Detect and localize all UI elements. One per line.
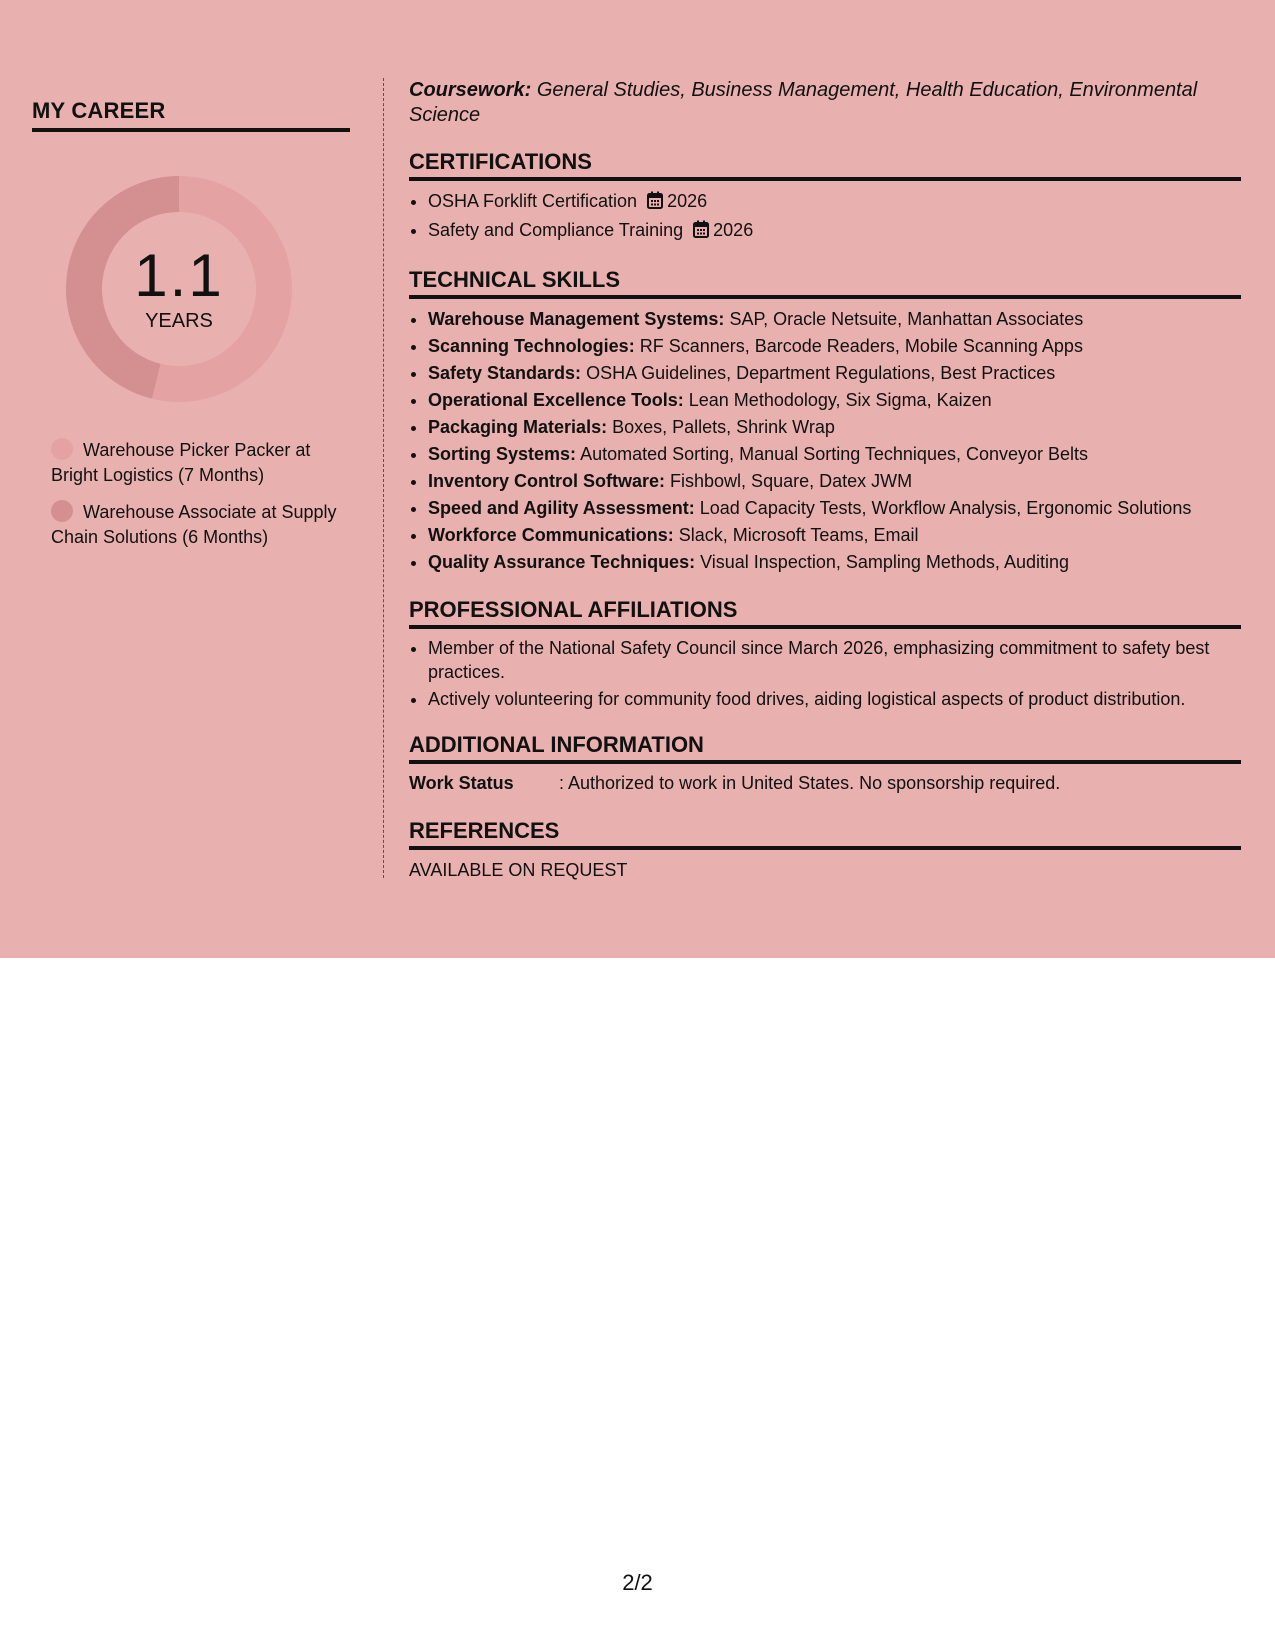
legend-label: Warehouse Picker Packer at Bright Logistics (7 Months): [51, 440, 311, 485]
career-title: MY CAREER: [32, 98, 350, 132]
skill-item: [428, 522, 1241, 549]
skill-item: [428, 333, 1241, 360]
certification-name: Safety and Compliance Training: [428, 220, 684, 240]
skill-item: [428, 306, 1241, 333]
legend-dot: [51, 500, 73, 522]
skills-title: TECHNICAL SKILLS: [409, 267, 1241, 299]
career-sidebar: [32, 98, 350, 562]
skill-label: Packaging Materials:: [428, 417, 608, 437]
work-status-row: [409, 770, 1241, 797]
skills-list: [409, 306, 1241, 576]
skill-item: [428, 360, 1241, 387]
coursework-label: Coursework:: [409, 79, 532, 101]
career-legend: [32, 438, 350, 550]
legend-label: Warehouse Associate at Supply Chain Solutions (6 Months): [51, 502, 337, 547]
skill-value: Fishbowl, Square, Datex JWM: [670, 471, 913, 491]
skill-label: Workforce Communications:: [428, 525, 674, 545]
certification-year: 2026: [667, 191, 708, 211]
skill-value: OSHA Guidelines, Department Regulations, Best Practices: [586, 363, 1056, 383]
coursework-text: General Studies, Business Management, Health Education, Environmental Science: [409, 79, 1198, 126]
legend-item: [51, 438, 350, 488]
certifications-list: [409, 188, 1241, 246]
skill-item: [428, 495, 1241, 522]
page-number: 2/2: [622, 1570, 653, 1595]
calendar-icon: [693, 219, 709, 246]
skill-value: Automated Sorting, Manual Sorting Techniques, Conveyor Belts: [580, 444, 1089, 464]
skill-value: Slack, Microsoft Teams, Email: [678, 525, 919, 545]
affiliations-list: [409, 636, 1241, 711]
career-years-unit: YEARS: [145, 309, 213, 332]
skill-value: Load Capacity Tests, Workflow Analysis, Ergonomic Solutions: [699, 498, 1192, 518]
certifications-title: CERTIFICATIONS: [409, 149, 1241, 181]
certification-year: 2026: [713, 220, 754, 240]
skill-label: Quality Assurance Techniques:: [428, 552, 696, 572]
certification-name: OSHA Forklift Certification: [428, 191, 638, 211]
certification-item: [428, 217, 1241, 246]
column-divider: [383, 78, 384, 878]
skill-label: Scanning Technologies:: [428, 336, 635, 356]
legend-dot: [51, 438, 73, 460]
skill-value: RF Scanners, Barcode Readers, Mobile Scanning Apps: [639, 336, 1083, 356]
skill-item: [428, 468, 1241, 495]
calendar-icon: [647, 190, 663, 217]
work-status-label: Work Status: [409, 773, 514, 793]
main-content: [409, 78, 1241, 881]
skill-value: SAP, Oracle Netsuite, Manhattan Associates: [729, 309, 1084, 329]
skill-value: Boxes, Pallets, Shrink Wrap: [612, 417, 835, 437]
skill-label: Speed and Agility Assessment:: [428, 498, 695, 518]
skill-value: Lean Methodology, Six Sigma, Kaizen: [688, 390, 992, 410]
affiliation-item: • Member of the National Safety Council since March 2026, emphasizing commitment to safety best practices.: [428, 636, 1241, 684]
skill-item: [428, 414, 1241, 441]
skill-label: Sorting Systems:: [428, 444, 577, 464]
career-donut-chart: [66, 176, 292, 402]
coursework: [409, 78, 1241, 128]
references-title: REFERENCES: [409, 818, 1241, 850]
career-years-value: 1.1: [134, 241, 224, 309]
skill-item: [428, 387, 1241, 414]
affiliation-item: • Actively volunteering for community food drives, aiding logistical aspects of product distribution.: [428, 687, 1241, 711]
skill-value: Visual Inspection, Sampling Methods, Auditing: [700, 552, 1069, 572]
skill-label: Inventory Control Software:: [428, 471, 666, 491]
certification-item: [428, 188, 1241, 217]
legend-item: [51, 500, 350, 550]
work-status-value: : Authorized to work in United States. No sponsorship required.: [559, 773, 1061, 793]
skill-item: [428, 549, 1241, 576]
skill-label: Operational Excellence Tools:: [428, 390, 684, 410]
donut-center-label: [66, 176, 292, 402]
skill-label: Warehouse Management Systems:: [428, 309, 725, 329]
skill-label: Safety Standards:: [428, 363, 582, 383]
skill-item: [428, 441, 1241, 468]
additional-info-title: ADDITIONAL INFORMATION: [409, 732, 1241, 764]
references-text: AVAILABLE ON REQUEST: [409, 860, 628, 880]
affiliations-title: PROFESSIONAL AFFILIATIONS: [409, 597, 1241, 629]
